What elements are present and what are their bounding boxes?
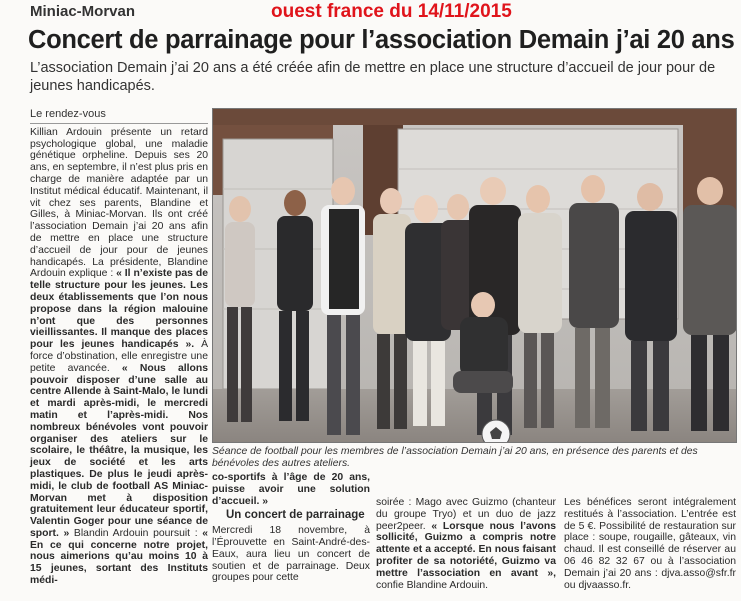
left-column-paragraph: Blandin Ardouin poursuit : (73, 527, 203, 539)
left-column-paragraph: « Il n’existe pas de telle structure pour les jeunes. Les deux établissements que l’on nous propose dans la région malouine n’ont que des personnes vieillissantes. Il manque des places pour les jeunes handicapés ». (30, 268, 208, 351)
article-headline: Concert de parrainage pour l’association Demain j’ai 20 ans (28, 26, 735, 54)
photo-caption: Séance de football pour les membres de l’association Demain j’ai 20 ans, en présence des parents et des bénévoles des autres ateliers. (212, 446, 698, 469)
source-annotation: ouest france du 14/11/2015 (271, 1, 512, 22)
group-photo-illustration (213, 109, 737, 443)
left-column-body (30, 127, 208, 587)
left-column-subhead: Le rendez-vous (30, 109, 208, 124)
bottom-col1-text: Mercredi 18 novembre, à l’Éprouvette en Saint-André-des-Eaux, aura lieu un concert de soutien et de parrainage. Deux groupes pour cette (212, 525, 370, 584)
left-column-paragraph: À force d’obstination, elle enregistre une petite avancée. (30, 339, 208, 374)
bottom-col2-quote: « Lorsque nous l’avons sollicité, Guizmo a compris notre attente et a accepté. En nous faisant profiter de sa notoriété, Guizmo va mettre l’association en avant », (376, 520, 556, 579)
concert-subtitle: Un concert de parrainage (226, 509, 365, 522)
group-photo (212, 108, 737, 443)
bottom-col2-end: confie Blandine Ardouin. (376, 579, 489, 591)
left-column-paragraph: « En ce qui concerne notre projet, nous aimerions qu’au moins 10 à 15 jeunes, sortant des Instituts médi- (30, 527, 208, 587)
left-column-paragraph: Killian Ardouin présente un retard psychologique global, une maladie génétique orpheline. Depuis ses 20 ans, en septembre, il n’est plus pris en charge de manière adaptée par un Institut médical éducatif. Maintenant, il vit chez ses parents, Blandine et Gilles, à Miniac-Morvan. Ils ont créé l’association Demain j’ai 20 ans afin de mettre en place une structure d’accueil de jour pour de jeunes handicapés. (30, 126, 208, 268)
article-lede: L’association Demain j’ai 20 ans a été créée afin de mettre en place une structure d’accueil de jour pour de jeunes handicapés. (30, 60, 716, 94)
bottom-column-3 (564, 497, 736, 591)
section-kicker: Miniac-Morvan (30, 3, 136, 20)
bottom-column-2 (376, 497, 556, 591)
left-column-paragraph: La présidente, Blandine Ardouin explique : (30, 256, 208, 280)
left-column-paragraph: « Nous allons pouvoir disposer d’une salle au centre Allende à Saint-Malo, le lundi et mardi après-midi, le mercredi matin et l’après-midi. Nos nombreux bénévoles vont pouvoir organiser des ateliers sur le scolaire, le théâtre, la musique, les jeux de société et les arts plastiques. De plus le jeudi après-midi, le club de football AS Miniac-Morvan met à disposition gratuitement leur éducateur sportif, Valentin Goger pour une séance de sport. » (30, 362, 208, 539)
bottom-col1-quote: co-sportifs à l’âge de 20 ans, puisse avoir une solution d’accueil. » (212, 472, 370, 507)
bottom-column-1 (212, 472, 370, 584)
left-column (30, 109, 208, 587)
bottom-col3-text: Les bénéfices seront intégralement restitués à l’association. L’entrée est de 5 €. Possibilité de restauration sur place : soupe, rougaille, gâteaux, vin chaud. Il est conseillé de réserver au 06 46 82 32 67 ou à l’association Demain j’ai 20 ans : djva.asso@sfr.fr ou djvaasso.fr. (564, 497, 736, 591)
bottom-col2-text: soirée : Mago avec Guizmo (chanteur du groupe Tryo) et un duo de jazz peer2peer. (376, 497, 556, 532)
